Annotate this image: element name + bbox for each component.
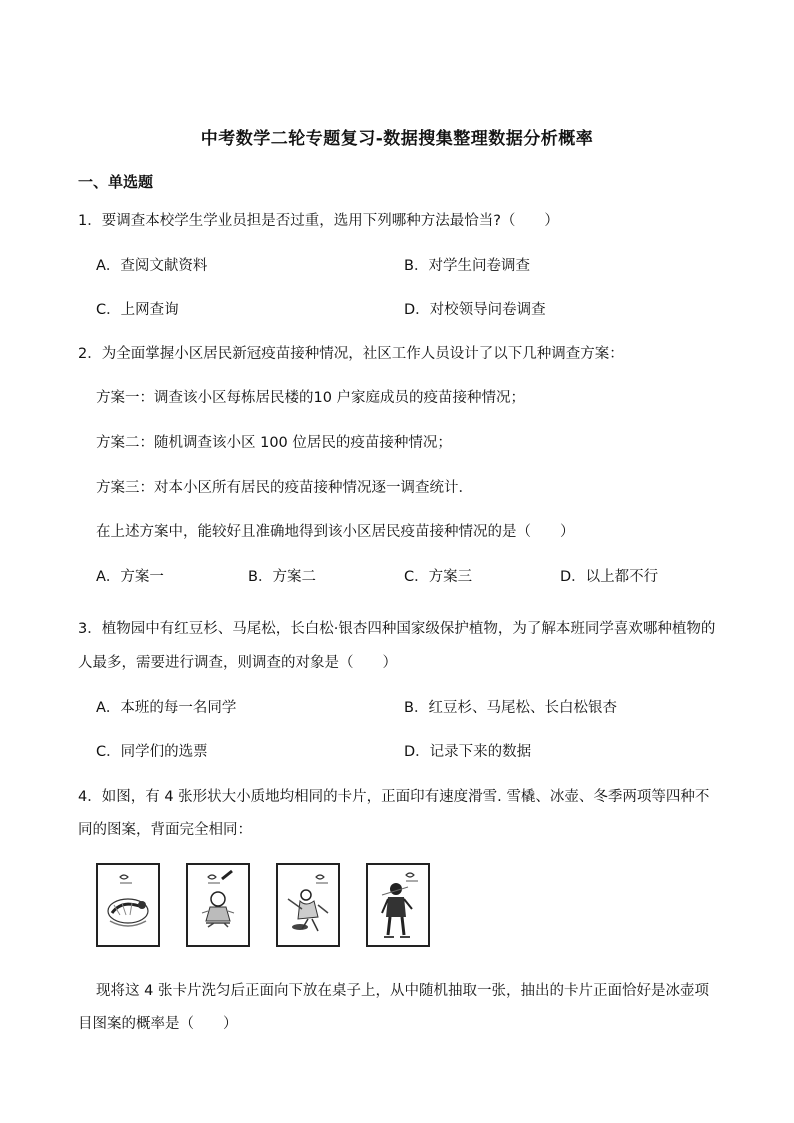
sled-card-icon bbox=[188, 865, 248, 945]
q3-stem-line-1: 3．植物园中有红豆杉、马尾松，长白松·银杏四种国家级保护植物，为了解本班同学喜欢哪种植物的 bbox=[78, 621, 716, 637]
q2-option-c: C．方案三 bbox=[404, 569, 473, 585]
curling-card-icon bbox=[278, 865, 338, 945]
card-sled bbox=[186, 863, 250, 947]
q2-option-a: A．方案一 bbox=[96, 569, 164, 585]
card-speed-skating bbox=[96, 863, 160, 947]
q2-plan-2: 方案二：随机调查该小区 100 位居民的疫苗接种情况； bbox=[96, 435, 452, 451]
q4-follow-line-2: 目图案的概率是（ ） bbox=[78, 1016, 238, 1032]
page-title: 中考数学二轮专题复习-数据搜集整理数据分析概率 bbox=[200, 129, 594, 149]
q1-option-c: C．上网查询 bbox=[96, 302, 179, 318]
q3-option-c: C．同学们的选票 bbox=[96, 744, 208, 760]
q1-option-a: A．查阅文献资料 bbox=[96, 258, 208, 274]
card-figure bbox=[96, 863, 436, 951]
card-biathlon bbox=[366, 863, 430, 947]
card-curling bbox=[276, 863, 340, 947]
q2-option-b: B．方案二 bbox=[248, 569, 316, 585]
q4-stem-line-1: 4．如图，有 4 张形状大小质地均相同的卡片，正面印有速度滑雪. 雪橇、冰壶、冬季两项等四种不 bbox=[78, 789, 710, 805]
q4-follow-line-1: 现将这 4 张卡片洗匀后正面向下放在桌子上，从中随机抽取一张，抽出的卡片正面恰好是冰壶项 bbox=[96, 983, 709, 999]
q1-option-d: D．对校领导问卷调查 bbox=[404, 302, 546, 318]
q2-plan-3: 方案三：对本小区所有居民的疫苗接种情况逐一调查统计． bbox=[96, 480, 473, 496]
q2-stem: 2．为全面掌握小区居民新冠疫苗接种情况，社区工作人员设计了以下几种调查方案： bbox=[78, 346, 624, 362]
q2-plan-1: 方案一：调查该小区每栋居民楼的10 户家庭成员的疫苗接种情况； bbox=[96, 390, 526, 406]
q1-option-b: B．对学生问卷调查 bbox=[404, 258, 530, 274]
q4-stem-line-2: 同的图案，背面完全相同： bbox=[78, 822, 252, 838]
q2-question: 在上述方案中，能较好且准确地得到该小区居民疫苗接种情况的是（ ） bbox=[96, 524, 575, 540]
q3-stem-line-2: 人最多，需要进行调查，则调查的对象是（ ） bbox=[78, 655, 397, 671]
speed-skating-card-icon bbox=[98, 865, 158, 945]
biathlon-card-icon bbox=[368, 865, 428, 945]
section-heading: 一、单选题 bbox=[78, 173, 154, 191]
q3-option-a: A．本班的每一名同学 bbox=[96, 700, 237, 716]
q3-option-b: B．红豆杉、马尾松、长白松银杏 bbox=[404, 700, 617, 716]
q2-option-d: D．以上都不行 bbox=[560, 569, 659, 585]
q3-option-d: D．记录下来的数据 bbox=[404, 744, 532, 760]
q1-stem: 1．要调查本校学生学业员担是否过重，选用下列哪种方法最恰当?（ ） bbox=[78, 213, 559, 229]
